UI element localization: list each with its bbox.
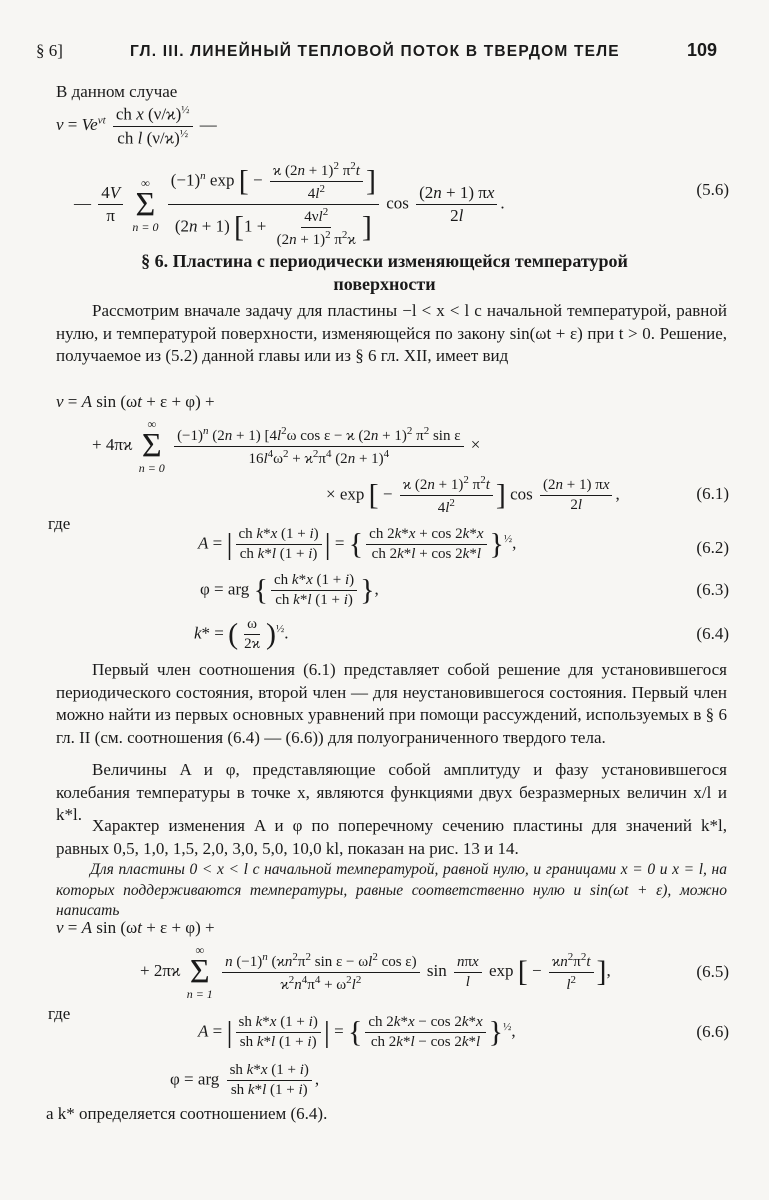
equation-6-4-number: (6.4): [696, 624, 729, 643]
paragraph-4: Характер изменения A и φ по поперечному сечению пластины для значений k*l, равных 0,5, 1,0, 1,5, 2,0, 3,0, 5,0, 10,0 kl, показан на рис. 13 и 14.: [56, 816, 727, 858]
equation-6-1-line3: × exp [ − $\frac{ϰ (2n + 1)^2 \pi^2t}{4l^2}$ ] cos $\frac{(2n + 1) \pi x}{2l}$ ,: [326, 474, 620, 516]
equation-6-6: A = | $\frac{\text{sh k*x (1 + i)}}{\text{sh k*l (1 + i)}}$ | = { $\frac{ch 2k*x - \cos 2k*x}{ch 2k*l - \cos 2k*l}$ }$^{\frac{1}{2}}$,: [198, 1014, 516, 1050]
equation-6-2-number: (6.2): [696, 538, 729, 557]
paragraph-2: Первый член соотношения (6.1) представляет собой решение для установившегося периодического состояния, второй член — для неустановившегося состояния. Первый член можно найти из первых основных уравнений при помощи рассуждений, используемых в § 6 гл. II (см. соотношения (6.4) — (6.6)) для полуограниченного твердого тела.: [56, 660, 727, 747]
header-section: § 6]: [36, 41, 63, 60]
equation-6-5-line1: v = A sin (ωt + ε + φ) +: [56, 918, 215, 937]
equation-6-2: A = | $\frac{\text{ch k*x (1 + i)}}{\text{ch k*l (1 + i)}}$ | = { $\frac{ch 2k*x + \cos 2k*x}{ch 2k*l + \cos 2k*l}$ }$^{\frac{1}{2}}$,: [198, 526, 517, 562]
equation-5-6-line2: — $\frac{4V}{\pi}$ ∞ Σ n = 0 $(-1)^n$ exp [ − $\frac{ϰ (2n + 1)^2 \pi^2t}{4l^2}$ ] (2n + 1) [1 + $\frac{4\nu l^2}{(2n + 1)^2 \pi^2ϰ}$ ] cos $\frac{(2n + 1) \pi x}{2l}$ .: [74, 160, 505, 248]
intro-case-text: В данном случае: [56, 82, 178, 101]
equation-6-3-number: (6.3): [696, 580, 729, 599]
where-label-1: где: [48, 514, 71, 533]
final-line: а k* определяется соотношением (6.4).: [46, 1104, 328, 1123]
equation-6-6-phase: φ = arg $\frac{\text{sh k*x (1 + i)}}{\text{sh k*l (1 + i)}}$ ,: [170, 1062, 320, 1098]
section-heading: § 6. Пластина с периодически изменяющейся температурой поверхности: [141, 251, 628, 294]
equation-6-1-number: (6.1): [696, 484, 729, 503]
paragraph-5: Для пластины 0 < x < l с начальной температурой, равной нулю, и границами x = 0 и x = l, на которых поддерживаются температуры, равные соответственно нулю и sin(ωt + ε), можно написать: [56, 861, 727, 919]
equation-5-6-number: (5.6): [696, 180, 729, 199]
equation-6-5-line2: + 2πϰ ∞ Σ n = 1 $\frac{n (-1)^n (ϰn^2\pi^2 \sin \varepsilon - \omega l^2 \cos \varepsilon)}{ϰ^2n^4\pi^4 + \omega^2l^2}$ sin $\frac{\text{nπx}}{l}$ exp [ − $\frac{ϰn^2\pi^2t}{l^2}$ ],: [140, 943, 611, 1001]
paragraph-3: Величины A и φ, представляющие собой амплитуду и фазу установившегося колебания температуры в точке x, являются функциями двух безразмерных величин x/l и k*l.: [56, 760, 727, 824]
equation-6-4: k* = ( $\frac{\omega}{2ϰ}$ )$^{\frac{1}{2}}$.: [194, 616, 289, 652]
equation-6-5-number: (6.5): [696, 962, 729, 981]
equation-6-1-line2: + 4πϰ ∞ Σ n = 0 $\frac{(-1)^n (2n + 1) [4l^2\omega \cos \varepsilon - ϰ (2n + 1)^2 \pi^2 \sin \varepsilon}{16l^4\omega^2 + ϰ^2\pi^4 (2n + 1)^4}$ ×: [92, 417, 481, 475]
equation-5-6-line1: $v = Ve^{\nu t}$ $\frac{ch x (\nu/ϰ)^{\frac{1}{2}}}{ch l (\nu/ϰ)^{\frac{1}{2}}}$ —: [56, 104, 217, 148]
equation-6-1-line1: v = A sin (ωt + ε + φ) +: [56, 392, 215, 411]
equation-6-3: φ = arg { $\frac{\text{ch k*x (1 + i)}}{\text{ch k*l (1 + i)}}$ },: [200, 572, 379, 608]
paragraph-1: Рассмотрим вначале задачу для пластины −l < x < l с начальной температурой, равной нулю, и температурой поверхности, изменяющейся по закону sin(ωt + ε) при t > 0. Решение, получаемое из (5.2) данной главы или из § 6 гл. XII, имеет вид: [56, 301, 727, 365]
running-header: [36, 40, 717, 68]
equation-6-6-number: (6.6): [696, 1022, 729, 1041]
header-title: ГЛ. III. ЛИНЕЙНЫЙ ТЕПЛОВОЙ ПОТОК В ТВЕРДОМ ТЕЛЕ: [130, 43, 620, 60]
where-label-2: где: [48, 1004, 71, 1023]
page-number: 109: [686, 40, 717, 60]
